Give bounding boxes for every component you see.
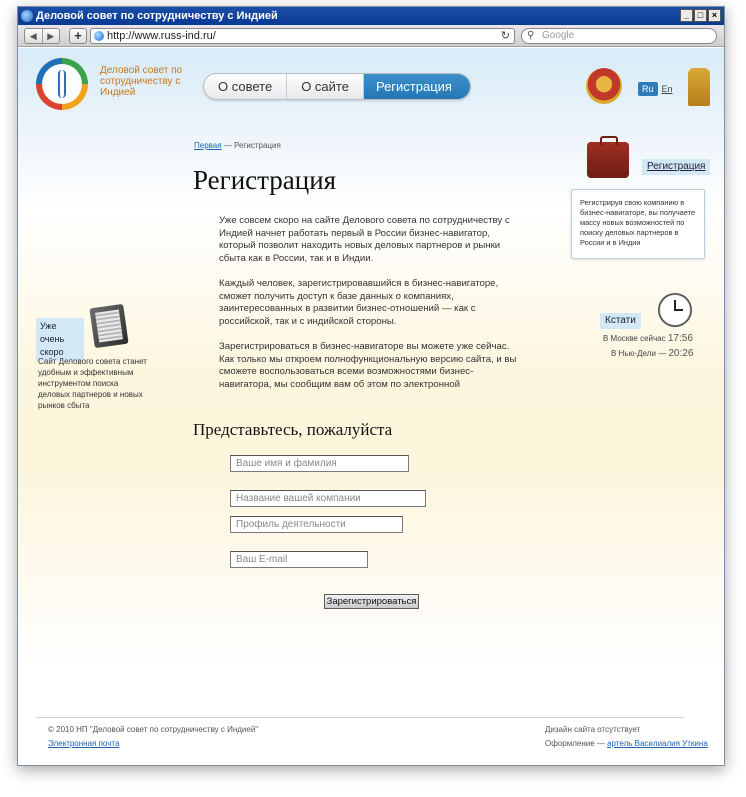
register-button[interactable]: Зарегистрироваться — [324, 594, 419, 609]
name-field[interactable]: Ваше имя и фамилия — [230, 455, 409, 472]
registration-tag[interactable]: Регистрация — [642, 159, 710, 175]
moscow-time-label: В Москве сейчас — [603, 334, 666, 343]
tablet-icon — [89, 304, 128, 348]
footer-divider — [36, 717, 684, 718]
footer-right — [545, 724, 708, 749]
web-page — [18, 48, 724, 766]
nav-about-council[interactable]: О совете — [204, 74, 287, 99]
profile-field[interactable]: Профиль деятельности — [230, 516, 403, 533]
lang-en[interactable]: En — [661, 84, 673, 94]
address-text: http://www.russ-ind.ru/ — [107, 30, 216, 42]
browser-window — [17, 6, 725, 766]
browser-toolbar — [18, 25, 724, 47]
nav-registration[interactable]: Регистрация — [364, 74, 470, 99]
delhi-time-row — [611, 348, 693, 359]
footer-copyright: © 2010 НП "Деловой совет по сотрудничеству с Индией" — [48, 725, 259, 734]
footer-left — [48, 724, 258, 749]
forward-icon[interactable]: ▶ — [47, 31, 55, 41]
logo-text[interactable]: Деловой совет по сотрудничеству с Индией — [100, 65, 183, 98]
search-placeholder: Google — [542, 30, 575, 41]
delhi-time-value: 20:26 — [668, 348, 694, 359]
coming-soon-description: Сайт Делового совета станет удобным и эффективным инструментом поиска деловых партнеров и новых рынков сбыта — [38, 357, 147, 410]
footer-design-note: Дизайн сайта отсутствует — [545, 725, 641, 734]
address-bar[interactable] — [90, 28, 515, 44]
moscow-time-row — [603, 333, 693, 344]
browser-app-icon — [21, 10, 33, 22]
footer-credits-link[interactable]: артель Василиалия Уткина — [607, 739, 708, 748]
minimize-icon[interactable]: _ — [680, 9, 693, 22]
caduceus-icon — [58, 70, 66, 98]
intro-paragraph: Каждый человек, зарегистрировавшийся в бизнес-навигаторе, сможет получить доступ к базе данных о компаниях, заинтересованных в развитии бизнес-отношений — как с российской, так и с индийской стороны. — [219, 277, 499, 327]
intro-paragraph: Зарегистрироваться в бизнес-навигаторе вы можете уже сейчас. Как только мы откроем полнофункциональную версию сайта, и вы сможете воспользоваться всеми возможностями бизнес-навигатора, мы сообщим вам об этом по электронной — [219, 340, 517, 390]
globe-icon — [94, 31, 104, 41]
registration-info-box: Регистрируя свою компанию в бизнес-навигаторе, вы получаете массу новых возможностей по поиску деловых партнеров в России и в Индии — [571, 189, 705, 259]
maximize-icon[interactable]: □ — [694, 9, 707, 22]
search-input[interactable] — [521, 28, 717, 44]
breadcrumb — [194, 141, 281, 150]
delhi-time-label: В Нью-Дели — — [611, 349, 667, 358]
page-title: Регистрация — [193, 165, 337, 195]
window-title: Деловой совет по сотрудничеству с Индией — [36, 10, 278, 22]
clock-icon — [658, 293, 692, 327]
council-logo[interactable] — [36, 58, 88, 110]
by-the-way-tag: Кстати — [600, 313, 641, 329]
intro-paragraph: Уже совсем скоро на сайте Делового совета по сотрудничеству с Индией начнет работать первый в России бизнес-навигатор, который позволит находить новых деловых партнеров и рынки сбыта как в России, так и в Индии. — [219, 215, 510, 264]
language-switcher — [638, 82, 673, 96]
new-tab-icon[interactable]: + — [69, 28, 87, 44]
lang-ru[interactable]: Ru — [638, 82, 658, 96]
form-title: Представьтесь, пожалуйста — [193, 420, 393, 439]
window-controls — [680, 9, 721, 22]
search-icon: ⚲ — [527, 30, 535, 41]
main-nav — [203, 73, 471, 100]
email-field[interactable]: Ваш E-mail — [230, 551, 368, 568]
briefcase-icon — [587, 142, 629, 178]
company-field[interactable]: Название вашей компании — [230, 490, 426, 507]
close-icon[interactable]: × — [708, 9, 721, 22]
nav-about-site[interactable]: О сайте — [287, 74, 364, 99]
window-titlebar — [18, 7, 724, 25]
reload-icon[interactable]: ↻ — [500, 30, 510, 42]
breadcrumb-home[interactable]: Первая — [194, 141, 222, 150]
back-icon[interactable]: ◀ — [25, 29, 43, 43]
breadcrumb-separator: — — [221, 141, 235, 150]
moscow-time-value: 17:56 — [667, 333, 693, 344]
footer-email-link[interactable]: Электронная почта — [48, 739, 120, 748]
intro-text — [219, 215, 519, 395]
breadcrumb-current: Регистрация — [234, 141, 281, 150]
russia-emblem-icon — [586, 68, 622, 104]
footer-credits-prefix: Оформление — — [545, 739, 608, 748]
nav-buttons — [24, 28, 60, 44]
india-emblem-icon — [688, 68, 710, 106]
clock-minute-hand — [674, 309, 683, 311]
coming-soon-badge: Уже очень скоро — [36, 318, 84, 361]
